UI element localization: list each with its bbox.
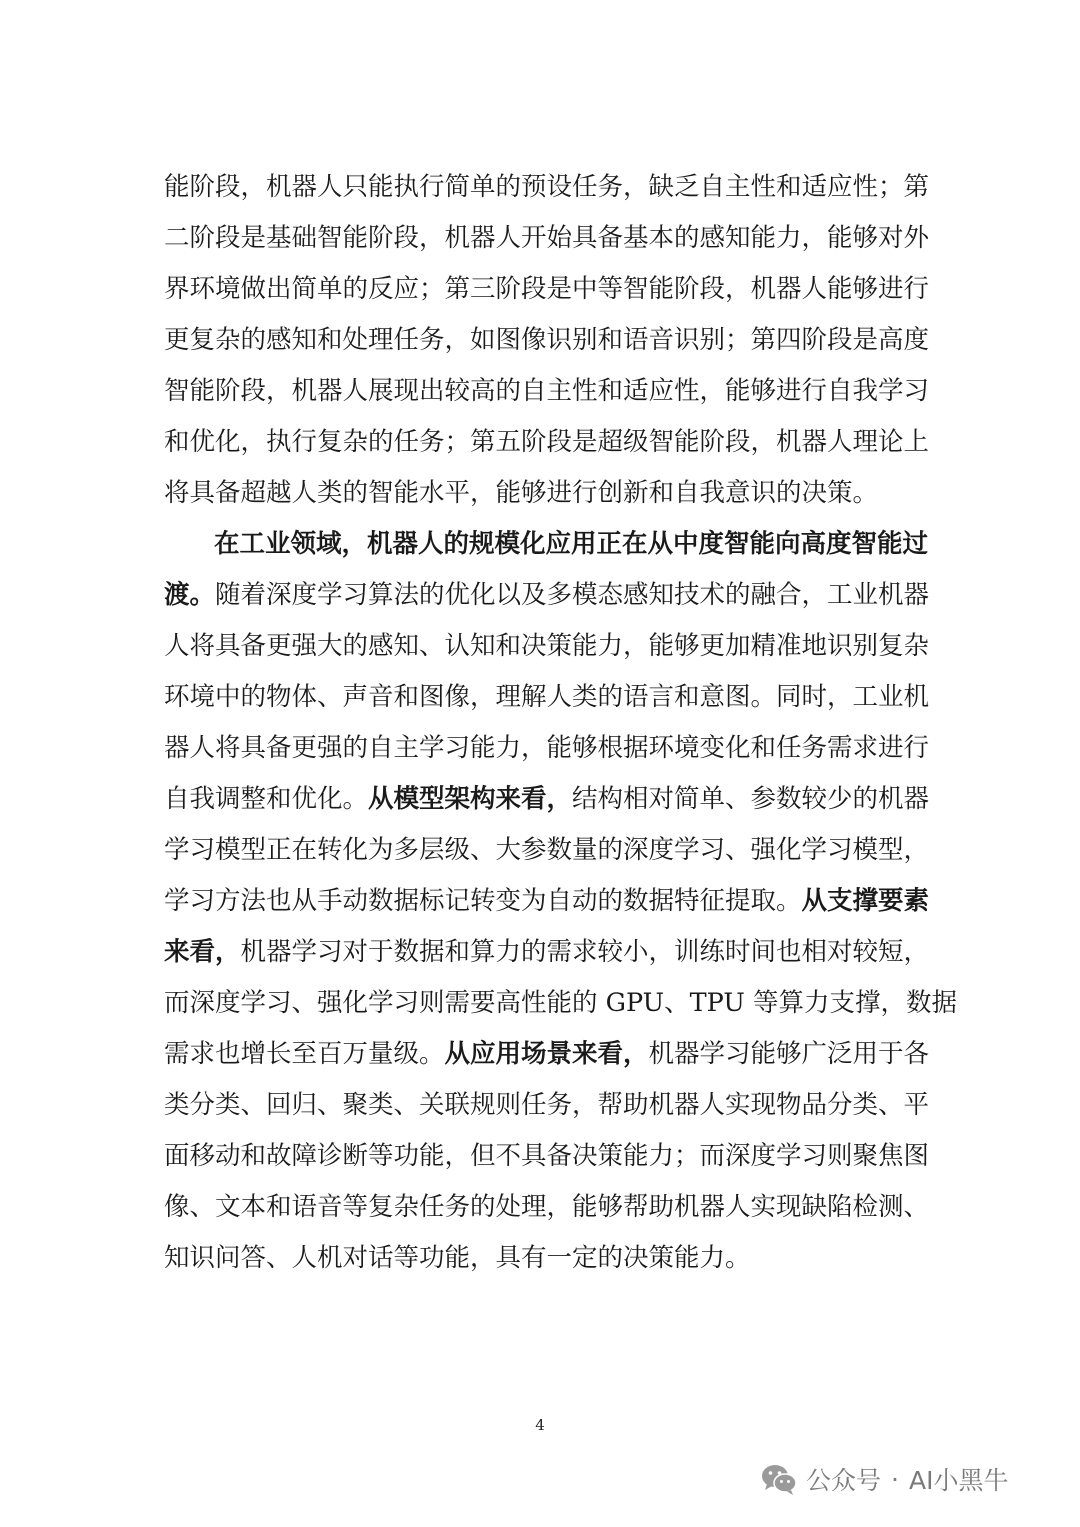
text-line — [164, 519, 929, 570]
page-number: 4 — [535, 1416, 545, 1434]
text-line: 知识问答、人机对话等功能，具有一定的决策能力。 — [164, 1243, 751, 1273]
text-line: 将具备超越人类的智能水平，能够进行创新和自我意识的决策。 — [164, 478, 879, 508]
body-text: 机器学习能够广泛用于各 — [648, 1039, 930, 1069]
paragraph-stages — [164, 162, 930, 519]
body-text: 随着深度学习算法的优化以及多模态感知技术的融合，工业机器 — [215, 580, 930, 610]
text-line: 二阶段是基础智能阶段，机器人开始具备基本的感知能力，能够对外 — [164, 223, 930, 253]
bold-heading-text: 从模型架构来看， — [368, 784, 573, 814]
text-line: 智能阶段，机器人展现出较高的自主性和适应性，能够进行自我学习 — [164, 376, 930, 406]
body-text: 机器学习对于数据和算力的需求较小，训练时间也相对较短， — [240, 937, 930, 967]
watermark-account: AI小黑牛 — [908, 1466, 1009, 1495]
text-line: 环境中的物体、声音和图像，理解人类的语言和意图。同时，工业机 — [164, 682, 930, 712]
watermark-separator: · — [891, 1464, 899, 1494]
text-line: 而深度学习、强化学习则需要高性能的 GPU、TPU 等算力支撑，数据 — [164, 988, 957, 1018]
bold-heading-text: 从支撑要素 — [801, 886, 930, 916]
bold-lead-text: 渡。 — [164, 580, 216, 610]
wechat-icon — [760, 1462, 798, 1496]
text-line — [164, 570, 930, 621]
text-line: 器人将具备更强的自主学习能力，能够根据环境变化和任务需求进行 — [164, 733, 930, 763]
text-line: 类分类、回归、聚类、关联规则任务，帮助机器人实现物品分类、平 — [164, 1090, 930, 1120]
text-line: 面移动和故障诊断等功能，但不具备决策能力；而深度学习则聚焦图 — [164, 1141, 930, 1171]
text-line: 更复杂的感知和处理任务，如图像识别和语音识别；第四阶段是高度 — [164, 325, 930, 355]
text-line: 学习模型正在转化为多层级、大参数量的深度学习、强化学习模型， — [164, 835, 930, 865]
body-text: 结构相对简单、参数较少的机器 — [572, 784, 930, 814]
text-line: 和优化，执行复杂的任务；第五阶段是超级智能阶段，机器人理论上 — [164, 427, 930, 457]
body-text: 自我调整和优化。 — [164, 784, 369, 814]
text-line — [164, 774, 930, 825]
text-line — [164, 876, 930, 927]
watermark — [760, 1456, 1008, 1502]
document-body — [164, 162, 957, 1284]
body-text: 学习方法也从手动数据标记转变为自动的数据特征提取。 — [164, 886, 802, 916]
text-line: 能阶段，机器人只能执行简单的预设任务，缺乏自主性和适应性；第 — [164, 172, 930, 202]
bold-heading-text: 从应用场景来看， — [444, 1039, 649, 1069]
text-line: 人将具备更强大的感知、认知和决策能力，能够更加精准地识别复杂 — [164, 631, 930, 661]
text-line: 像、文本和语音等复杂任务的处理，能够帮助机器人实现缺陷检测、 — [164, 1192, 930, 1222]
bold-heading-text: 来看， — [164, 937, 241, 967]
body-text: 需求也增长至百万量级。 — [164, 1039, 445, 1069]
text-line: 界环境做出简单的反应；第三阶段是中等智能阶段，机器人能够进行 — [164, 274, 930, 304]
bold-lead-text: 在工业领域，机器人的规模化应用正在从中度智能向高度智能过 — [214, 529, 929, 559]
watermark-source: 公众号 — [806, 1466, 882, 1495]
paragraph-industrial — [164, 519, 957, 1284]
text-line — [164, 927, 930, 978]
text-line — [164, 1029, 930, 1080]
